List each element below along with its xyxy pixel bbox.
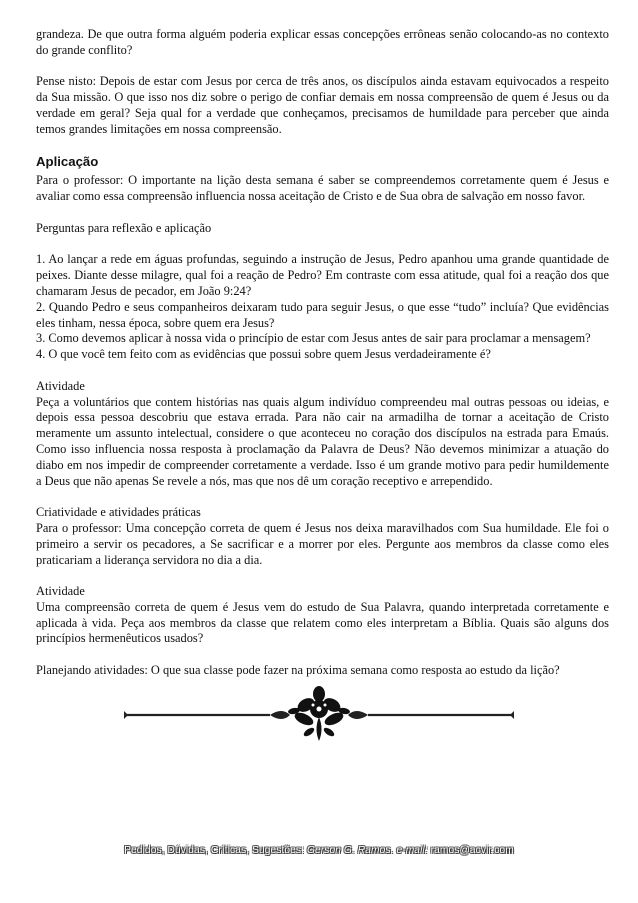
footer-author-name: Gerson G. Ramos. [306, 845, 394, 856]
atividade-2-paragraph: Uma compreensão correta de quem é Jesus vem do estudo de Sua Palavra, quando interpretada corretamente e aplicada à vida. Peça aos membros da classe que relatem como eles interpretam a Bíblia. Quais são alguns dos princípios hermenêuticos usados? [36, 599, 609, 646]
criatividade-paragraph: Para o professor: Uma concepção correta de quem é Jesus nos deixa maravilhados com Sua humildade. Ele foi o primeiro a servir os pecadores, a Se sacrificar e a morrer por eles. Pergunte aos membros da classe como eles praticariam a liderança servidora no dia a dia. [36, 520, 609, 567]
section-heading-aplicacao: Aplicação [36, 154, 99, 170]
intro-paragraph-1: grandeza. De que outra forma alguém poderia explicar essas concepções errôneas senão colocando-as no contexto do grande conflito? [36, 27, 609, 57]
question-item: 2. Quando Pedro e seus companheiros deixaram tudo para seguir Jesus, o que esse “tudo” incluía? Que evidências eles tinham, nessa época, sobre quem era Jesus? [36, 299, 609, 330]
atividade-2-title: Atividade [36, 584, 85, 599]
floral-divider-ornament [120, 685, 518, 745]
criatividade-title: Criatividade e atividades práticas [36, 505, 201, 520]
atividade-title: Atividade [36, 378, 85, 393]
footer-email-label: e-mail: [396, 845, 428, 856]
atividade-paragraph: Peça a voluntários que contem histórias nas quais algum indivíduo compreendeu mal outras pessoas ou ideias, e depois essa pessoa descobriu que estava errada. Para não cair na armadilha de tornar a aceitação de Cristo meramente um assunto intelectual, considere o que aconteceu no coração dos discípulos na estrada para Emaús. Como isso influencia nossa resposta à proclamação da Palavra de Deus? Não devemos minimizar a atuação do diabo em nos impedir de compreender corretamente a verdade. Isso é um grande motivo para pedir humildemente a Deus que não apenas Se revele a nós, mas que nos dê um coração receptivo e arrependido. [36, 394, 609, 488]
question-item: 1. Ao lançar a rede em águas profundas, seguindo a instrução de Jesus, Pedro apanhou uma grande quantidade de peixes. Diante desse milagre, qual foi a reação de Pedro? Em contraste com essa atitude, qual foi a reação dos que chamaram Jesus de pecador, em João 9:24? [36, 252, 609, 298]
planejando-paragraph: Planejando atividades: O que sua classe pode fazer na próxima semana como resposta ao estudo da lição? [36, 663, 560, 678]
question-item: 4. O que você tem feito com as evidências que possui sobre quem Jesus verdadeiramente é? [36, 347, 491, 362]
footer-contact [0, 845, 638, 856]
document-body [36, 27, 609, 695]
question-item: 3. Como devemos aplicar à nossa vida o princípio de estar com Jesus antes de sair para proclamar a mensagem? [36, 331, 591, 346]
footer-email-link[interactable]: ramos@acvir.com [430, 845, 514, 856]
perguntas-title: Perguntas para reflexão e aplicação [36, 220, 212, 235]
footer-lead: Pedidos, Dúvidas, Críticas, Sugestões: [124, 845, 305, 856]
aplicacao-professor-paragraph: Para o professor: O importante na lição desta semana é saber se compreendemos corretamente quem é Jesus e avaliar como essa compreensão influencia nossa aceitação de Cristo e de Sua obra de salvação em nosso favor. [36, 173, 609, 204]
intro-paragraph-2: Pense nisto: Depois de estar com Jesus por cerca de três anos, os discípulos ainda estavam equivocados a respeito da Sua missão. O que isso nos diz sobre o perigo de confiar demais em nossa compreensão de quem é Jesus ou da verdade em geral? Seja qual for a verdade que conheçamos, precisamos de humildade para perceber que ainda temos grandes limitações em nossa compreensão. [36, 74, 609, 136]
